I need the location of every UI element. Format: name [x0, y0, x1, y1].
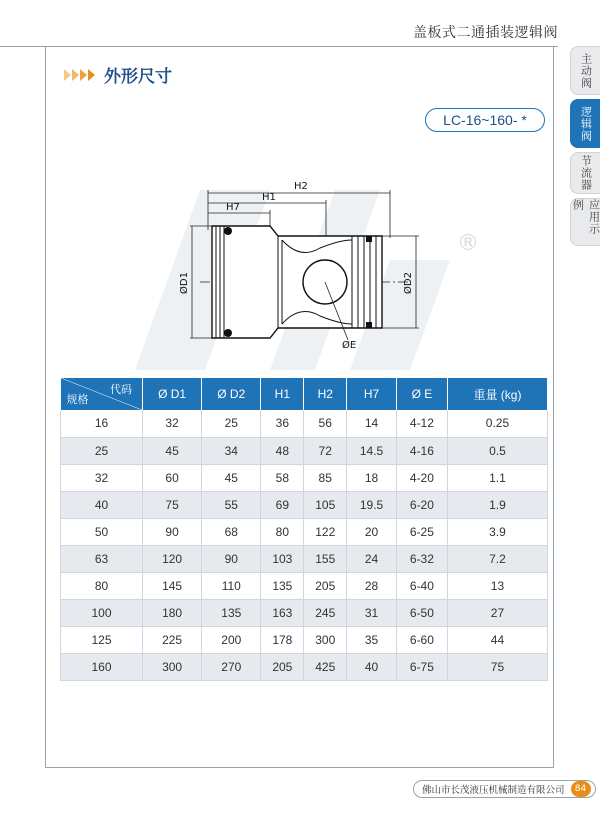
column-header: 重量 (kg)	[447, 378, 547, 410]
side-tab-label: 逻辑阀	[579, 105, 593, 142]
side-tab-application[interactable]	[570, 198, 600, 246]
table-cell: 4-16	[396, 437, 447, 464]
table-cell: 80	[61, 572, 143, 599]
table-cell: 6-60	[396, 626, 447, 653]
dim-label-d1: ØD1	[179, 272, 190, 294]
table-cell: 75	[143, 491, 202, 518]
corner-label-spec: 规格	[66, 394, 89, 406]
table-cell: 4-20	[396, 464, 447, 491]
table-cell: 205	[261, 653, 304, 680]
table-cell: 122	[304, 518, 347, 545]
spec-table	[60, 378, 548, 681]
table-row	[61, 437, 548, 464]
column-header: H7	[347, 378, 397, 410]
column-header: H2	[304, 378, 347, 410]
chevron-arrows-icon	[64, 69, 96, 81]
table-cell: 90	[202, 545, 261, 572]
table-cell: 270	[202, 653, 261, 680]
table-cell: 178	[261, 626, 304, 653]
table-row	[61, 410, 548, 437]
table-cell: 36	[261, 410, 304, 437]
table-cell: 110	[202, 572, 261, 599]
table-cell: 72	[304, 437, 347, 464]
table-cell: 31	[347, 599, 397, 626]
table-cell: 1.1	[447, 464, 547, 491]
side-tab-throttle[interactable]	[570, 152, 600, 194]
dim-label-h7: H7	[226, 202, 240, 213]
table-cell: 7.2	[447, 545, 547, 572]
table-cell: 40	[61, 491, 143, 518]
table-cell: 135	[202, 599, 261, 626]
table-cell: 27	[447, 599, 547, 626]
table-cell: 35	[347, 626, 397, 653]
table-cell: 6-50	[396, 599, 447, 626]
side-tab-label: 应用示例	[571, 199, 600, 235]
table-cell: 245	[304, 599, 347, 626]
table-cell: 145	[143, 572, 202, 599]
table-cell: 34	[202, 437, 261, 464]
table-row	[61, 572, 548, 599]
table-cell: 105	[304, 491, 347, 518]
table-cell: 58	[261, 464, 304, 491]
table-cell: 103	[261, 545, 304, 572]
column-header: Ø E	[396, 378, 447, 410]
table-cell: 300	[143, 653, 202, 680]
model-code-badge: LC-16~160- *	[425, 108, 545, 132]
table-cell: 20	[347, 518, 397, 545]
section-title: 外形尺寸	[104, 67, 172, 87]
table-cell: 18	[347, 464, 397, 491]
table-cell: 4-12	[396, 410, 447, 437]
dim-label-d2: ØD2	[403, 272, 414, 294]
table-row	[61, 599, 548, 626]
column-header: Ø D2	[202, 378, 261, 410]
table-cell: 14	[347, 410, 397, 437]
table-cell: 24	[347, 545, 397, 572]
table-cell: 69	[261, 491, 304, 518]
page-footer	[413, 780, 596, 798]
dim-label-e: ØE	[342, 340, 357, 351]
table-cell: 125	[61, 626, 143, 653]
table-cell: 1.9	[447, 491, 547, 518]
page-header-title: 盖板式二通插装逻辑阀	[413, 25, 558, 41]
table-cell: 0.25	[447, 410, 547, 437]
table-cell: 225	[143, 626, 202, 653]
table-cell: 6-20	[396, 491, 447, 518]
table-cell: 0.5	[447, 437, 547, 464]
table-header-row	[61, 378, 548, 410]
table-cell: 28	[347, 572, 397, 599]
table-corner-header	[61, 378, 143, 410]
table-cell: 3.9	[447, 518, 547, 545]
table-cell: 48	[261, 437, 304, 464]
table-row	[61, 653, 548, 680]
table-cell: 55	[202, 491, 261, 518]
table-cell: 135	[261, 572, 304, 599]
table-cell: 25	[61, 437, 143, 464]
table-cell: 180	[143, 599, 202, 626]
table-cell: 160	[61, 653, 143, 680]
dim-label-h2: H2	[294, 181, 308, 192]
table-cell: 300	[304, 626, 347, 653]
table-cell: 60	[143, 464, 202, 491]
table-cell: 120	[143, 545, 202, 572]
table-cell: 6-40	[396, 572, 447, 599]
table-cell: 90	[143, 518, 202, 545]
column-header: H1	[261, 378, 304, 410]
table-cell: 40	[347, 653, 397, 680]
table-cell: 75	[447, 653, 547, 680]
table-cell: 425	[304, 653, 347, 680]
table-cell: 6-32	[396, 545, 447, 572]
table-cell: 100	[61, 599, 143, 626]
registered-mark: ®	[457, 231, 479, 256]
side-tab-label: 节流器	[579, 155, 593, 191]
table-cell: 32	[143, 410, 202, 437]
table-row	[61, 464, 548, 491]
table-row	[61, 518, 548, 545]
table-cell: 56	[304, 410, 347, 437]
table-cell: 14.5	[347, 437, 397, 464]
company-name: 佛山市长茂液压机械制造有限公司	[422, 785, 565, 796]
table-cell: 16	[61, 410, 143, 437]
table-cell: 32	[61, 464, 143, 491]
section-heading	[64, 62, 172, 87]
table-cell: 68	[202, 518, 261, 545]
table-cell: 163	[261, 599, 304, 626]
table-cell: 155	[304, 545, 347, 572]
dimension-drawing	[120, 170, 520, 380]
table-cell: 45	[143, 437, 202, 464]
table-cell: 50	[61, 518, 143, 545]
side-tab-label: 主动阀	[579, 52, 593, 89]
side-tab-active-valve[interactable]	[570, 46, 600, 95]
table-cell: 44	[447, 626, 547, 653]
table-row	[61, 626, 548, 653]
dim-label-h1: H1	[262, 192, 276, 203]
table-cell: 200	[202, 626, 261, 653]
table-cell: 19.5	[347, 491, 397, 518]
column-header: Ø D1	[143, 378, 202, 410]
table-cell: 80	[261, 518, 304, 545]
table-cell: 63	[61, 545, 143, 572]
table-cell: 45	[202, 464, 261, 491]
side-tab-logic-valve[interactable]	[570, 99, 600, 148]
table-cell: 205	[304, 572, 347, 599]
table-cell: 6-25	[396, 518, 447, 545]
table-row	[61, 491, 548, 518]
table-body	[61, 410, 548, 680]
side-tab-nav	[570, 46, 600, 250]
table-cell: 6-75	[396, 653, 447, 680]
table-cell: 85	[304, 464, 347, 491]
corner-label-code: 代码	[110, 384, 132, 396]
table-row	[61, 545, 548, 572]
table-cell: 13	[447, 572, 547, 599]
page-number: 84	[571, 781, 591, 797]
table-cell: 25	[202, 410, 261, 437]
